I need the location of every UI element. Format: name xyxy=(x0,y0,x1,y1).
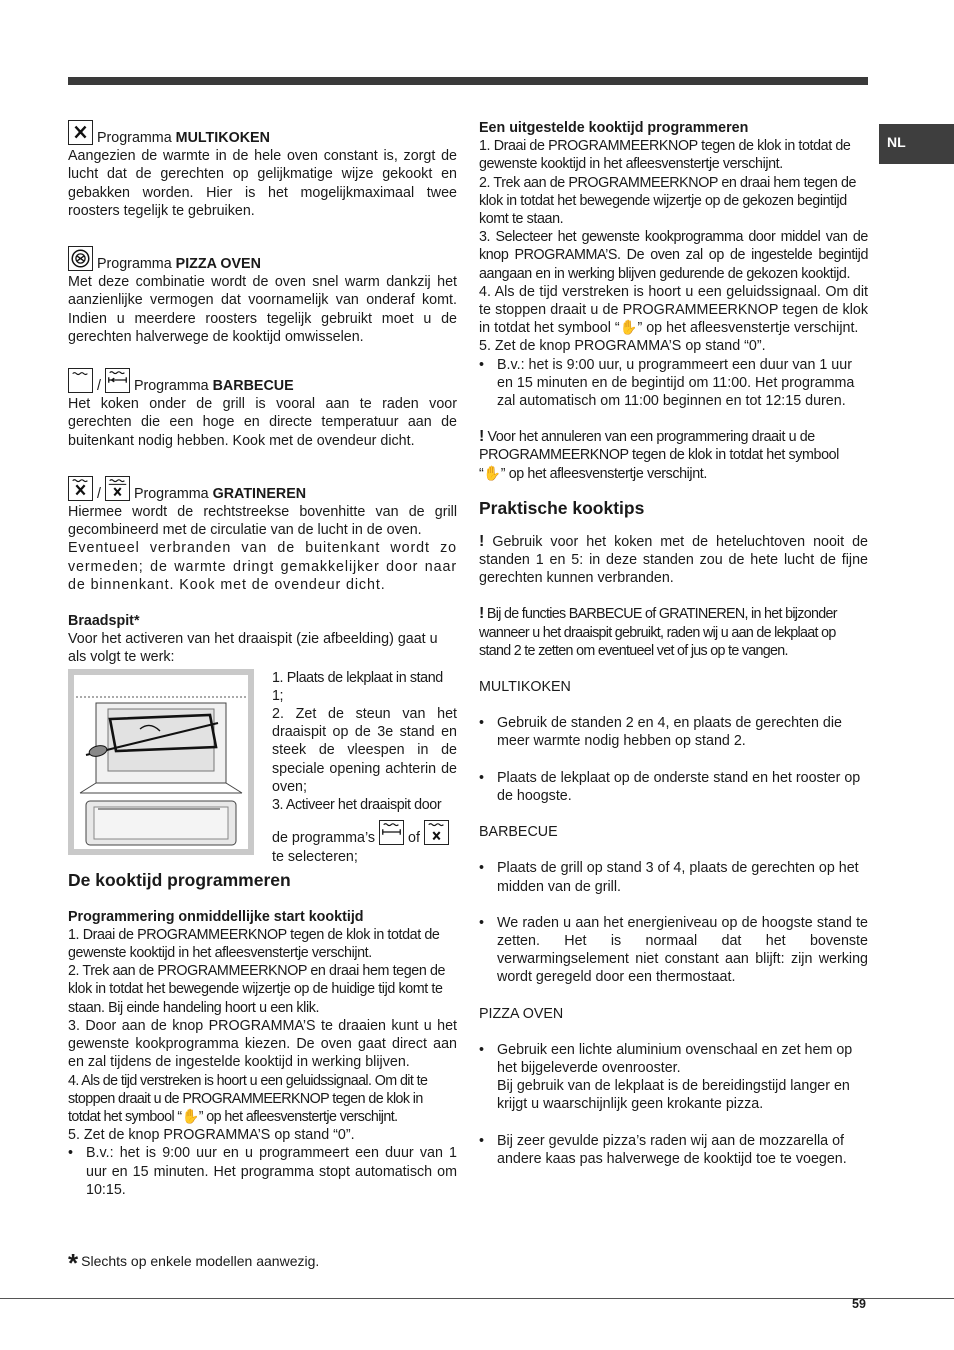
list-item: • B.v.: het is 9:00 uur, u programmeert een duur van 1 uur en 15 minuten en de begintijd om 11:00. Het programma zal automatisch om 11:00 beginnen en tot 12:15 duren. xyxy=(479,356,868,411)
rotisserie-figure-block xyxy=(68,669,457,865)
fan-icon xyxy=(68,120,93,145)
rotisserie-steps: 1. Plaats de lekplaat in stand 1; 2. Zet de steun van het draaispit op de 3e stand en steek de vleespen in de speciale opening achterin de oven; 3. Activeer het draaispit door de programma’s of te selecteren; xyxy=(272,669,457,865)
pizza-text: Met deze combinatie wordt de oven snel warm dankzij het aanzienlijke vermogen dat voornamelijk van onderaf komt. Indien u meerdere roosters tegelijk gebruikt moet u de gerechten halverwege de kooktijd omwisselen. xyxy=(68,274,457,345)
list-item: • Gebruik een lichte aluminium ovenschaal en zet hem op het bijgeleverde ovenrooster. Bij gebruik van de lekplaat is de bereidingstijd langer en krijgt u waarschijnlijk geen krokante pizza. xyxy=(479,1041,868,1114)
gratineren-text-2: Eventueel verbranden van de buitenkant wordt zo vermeden; de warmte dringt gemakkelijker door naar de binnenkant. Kook met de ovendeur dicht. xyxy=(68,540,457,593)
section-heading: Praktische kooktips xyxy=(479,497,645,518)
list-item: • We raden u aan het energieniveau op de hoogste stand te zetten. Het is normaal dat het bovenste verwarmingselement niet constant aan blijft: zijn werking wordt geregeld door een thermostaat. xyxy=(479,914,868,987)
section-heading: De kooktijd programmeren xyxy=(68,869,291,890)
program-name: PIZZA OVEN xyxy=(175,256,261,273)
pizza-section: Programma PIZZA OVEN Met deze combinatie wordt de oven snel warm dankzij het aanzienlijke vermogen dat voornamelijk van onderaf komt. Indien u meerdere roosters tegelijk gebruikt moet u de gerechten halverwege de kooktijd omwisselen. xyxy=(68,246,457,346)
rotisserie-grill-icon xyxy=(379,820,404,845)
footnote: * Slechts op enkele modellen aanwezig. xyxy=(68,1248,320,1278)
hand-symbol-icon: ✋ xyxy=(483,465,501,482)
program-name: BARBECUE xyxy=(212,378,294,395)
list-item: • Bij zeer gevulde pizza’s raden wij aan de mozzarella of andere kaas pas halverwege de kooktijd toe te voegen. xyxy=(479,1132,868,1168)
list-item: • Gebruik de standen 2 en 4, en plaats de gerechten die meer warmte nodig hebben op stand 2. xyxy=(479,714,868,750)
multikoken-text: Aangezien de warmte in de hele oven constant is, zorgt de lucht dat de gerechten op gelijkmatige wijze gekookt en gebakken worden. Hier is het mogelijkmaximaal twee roosters tegelijk te gebruiken. xyxy=(68,148,457,219)
hand-symbol-icon: ✋ xyxy=(619,320,638,337)
kooktijd-section: De kooktijd programmeren Programmering onmiddellijke start kooktijd 1. Draai de PROGRAMMEERKNOP tegen de klok in totdat de gewenste kooktijd in het afleesvenstertje verschijnt. 2. Trek aan de PROGRAMMEERKNOP en draai hem tegen de klok in totdat het bewegende wijzertje op de huidige tijd komt te staan. Bij einde handeling hoort u een klik. 3. Door aan de knop PROGRAMMA’S te draaien kunt u het gewenste kookprogramma kiezen. De oven gaat direct aan en zal tijdens de ingestelde kooktijd in werking blijven. 4. Als de tijd verstreken is hoort u een geluidssignaal. Om dit te stoppen draait u de PROGRAMMEERKNOP tegen de klok in totdat het symbool “✋” op het afleesvenstertje verschijnt. 5. Zet de knop PROGRAMMA’S op stand “0”. • B.v.: het is 9:00 uur en u programmeert een duur van 1 uur en 15 minuten. Het programma stopt automatisch om 10:15. xyxy=(68,869,457,1199)
gratineren-text-1: Hiermee wordt de rechtstreekse bovenhitte van de grill gecombineerd met de circulatie van de lucht in de oven. xyxy=(68,504,457,539)
warning-icon: ! xyxy=(479,605,484,623)
warning-icon: ! xyxy=(479,532,485,550)
program-name: MULTIKOKEN xyxy=(175,130,270,146)
braadspit-section xyxy=(68,612,457,865)
barbecue-section: / Programma BARBECUE Het koken onder de grill is vooral aan te raden voor gerechten die een hoge en directe temperatuur aan de buitenkant nodig hebben. Kook met de ovendeur dicht. xyxy=(68,368,457,450)
bottom-rule xyxy=(0,1298,954,1299)
rotisserie-fan-icon xyxy=(424,820,449,845)
hand-symbol-icon: ✋ xyxy=(181,1108,199,1125)
category-label: MULTIKOKEN xyxy=(479,679,571,696)
list-item: • B.v.: het is 9:00 uur en u programmeert een duur van 1 uur en 15 minuten. Het programma stopt automatisch om 10:15. xyxy=(68,1144,457,1199)
multikoken-section: Programma MULTIKOKEN Aangezien de warmte in de hele oven constant is, zorgt de lucht dat de gerechten op gelijkmatige wijze gekookt en gebakken worden. Hier is het mogelijkmaximaal twee roosters tegelijk te gebruiken. xyxy=(68,120,457,220)
category-label: BARBECUE xyxy=(479,824,558,841)
right-column xyxy=(479,119,868,1168)
rotisserie-grill-icon xyxy=(105,368,130,393)
left-column xyxy=(68,120,457,1199)
list-item: • Plaats de lekplaat op de onderste stand en het rooster op de hoogste. xyxy=(479,769,868,805)
rotisserie-fan-icon xyxy=(105,476,130,501)
uitgesteld-section: Een uitgestelde kooktijd programmeren 1. Draai de PROGRAMMEERKNOP tegen de klok in totdat de gewenste kooktijd in het afleesvenstertje verschijnt. 2. Trek aan de PROGRAMMEERKNOP en draai hem tegen de klok in totdat het bewegende wijzertje op de gekozen begintijd komt te staan. 3. Selecteer het gewenste kookprogramma door middel van de knop PROGRAMMA’S. De oven zal op de ingestelde begintijd aangaan en in werking blijven gedurende de gekozen kooktijd. 4. Als de tijd verstreken is hoort u een geluidssignaal. Om dit te stoppen draait u de PROGRAMMEERKNOP tegen de klok in totdat het symbool “✋” op het afleesvenstertje verschijnt. 5. Zet de knop PROGRAMMA’S op stand “0”. • B.v.: het is 9:00 uur, u programmeert een duur van 1 uur en 15 minuten en de begintijd om 11:00. Het programma zal automatisch om 11:00 beginnen en tot 12:15 duren. xyxy=(479,119,868,410)
top-rule xyxy=(68,77,868,85)
gratineren-section: / Programma GRATINEREN Hiermee wordt de rechtstreekse bovenhitte van de grill gecombineerd met de circulatie van de lucht in de oven. Eventueel verbranden van de buitenkant wordt zo vermeden; de warmte dringt gemakkelijker door naar de binnenkant. Kook met de ovendeur dicht. xyxy=(68,476,457,594)
annuleren-note: ! Voor het annuleren van een programmering draait u de PROGRAMMEERKNOP tegen de klok in totdat het symbool “✋” op het afleesvenstertje verschijnt. xyxy=(479,428,839,482)
category-label: PIZZA OVEN xyxy=(479,1005,564,1022)
program-name: GRATINEREN xyxy=(212,485,307,502)
language-tab: NL xyxy=(879,124,954,164)
warning-icon: ! xyxy=(479,428,484,446)
barbecue-text: Het koken onder de grill is vooral aan te raden voor gerechten die een hoge en directe temperatuur aan de buitenkant nodig hebben. Kook met de ovendeur dicht. xyxy=(68,396,457,449)
pizza-icon xyxy=(68,246,93,271)
subheading: Een uitgestelde kooktijd programmeren xyxy=(479,120,749,136)
braadspit-intro: Voor het activeren van het draaispit (zie afbeelding) gaat u als volgt te werk: xyxy=(68,631,438,666)
oven-rotisserie-illustration xyxy=(68,669,254,855)
grill-fan-icon xyxy=(68,476,93,501)
braadspit-title: Braadspit* xyxy=(68,613,140,630)
top-heat-icon xyxy=(68,368,93,393)
subheading: Programmering onmiddellijke start kooktijd xyxy=(68,908,364,925)
page-number: 59 xyxy=(852,1297,866,1311)
tips-section: Praktische kooktips ! Gebruik voor het koken met de heteluchtoven nooit de standen 1 en 5: in deze standen zou de hete lucht de fijne gerechten kunnen verbranden. ! Bij de functies BARBECUE of GRATINEREN, in het bijzonder wanneer u het draaispit gebruikt, raden wij u aan de lekplaat op stand 2 te zetten om eventueel vet of jus op te vangen. MULTIKOKEN • Gebruik de standen 2 en 4, en plaats de gerechten die meer warmte nodig hebben op stand 2. • Plaats de lekplaat op de onderste stand en het rooster op de hoogste. BARBECUE • Plaats de grill op stand 3 of 4, plaats de gerechten op het midden van de grill. • We raden u aan het energieniveau op de hoogste stand te zetten. Het is normaal dat het bovenste verwarmingselement niet constant aan blijft: zijn werking wordt geregeld door een thermostaat. PIZZA OVEN • Gebruik een lichte aluminium ovenschaal en zet hem op het bijgeleverde ovenrooster. Bij gebruik van de lekplaat is de bereidingstijd langer en krijgt u waarschijnlijk geen krokante pizza. • Bij zeer gevulde pizza’s raden wij aan de mozzarella of andere kaas pas halverwege de kooktijd toe te voegen. xyxy=(479,497,868,1168)
list-item: • Plaats de grill op stand 3 of 4, plaats de gerechten op het midden van de grill. xyxy=(479,859,868,895)
